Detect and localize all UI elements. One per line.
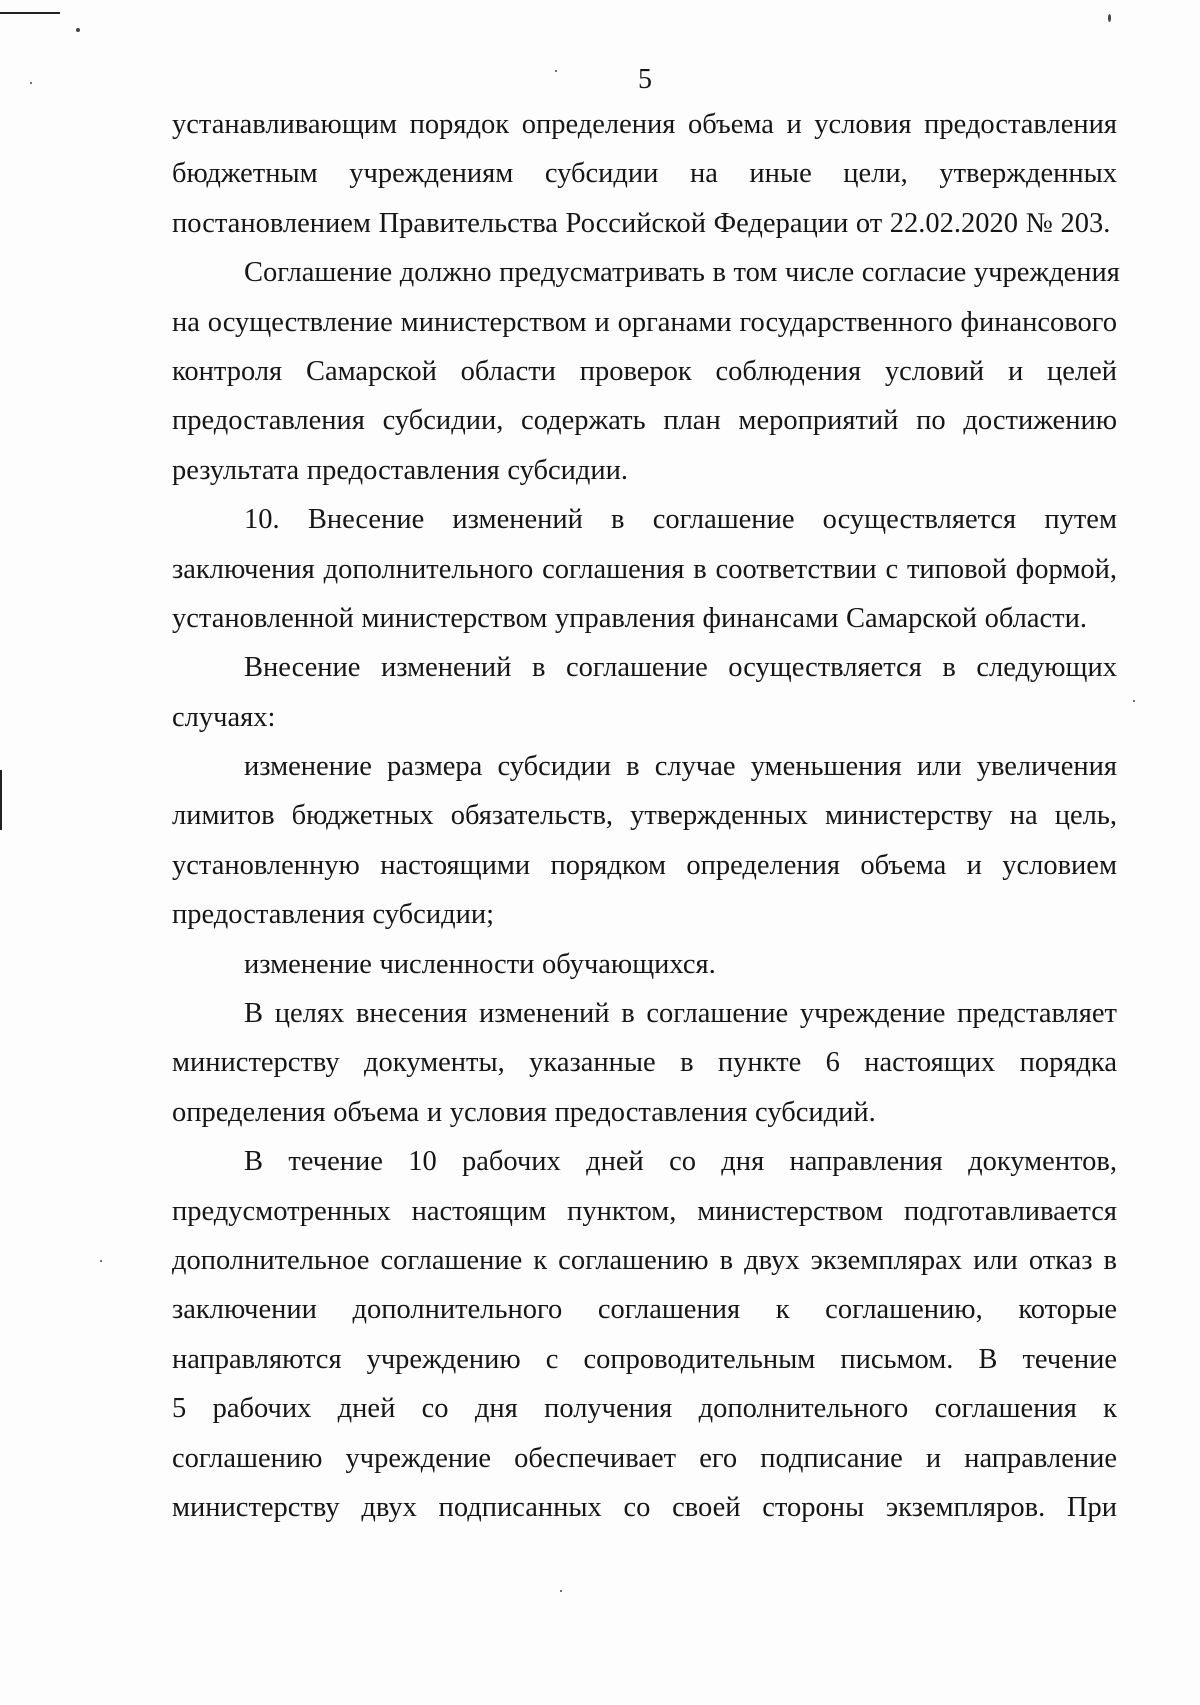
- scan-edge-mark: [0, 12, 60, 14]
- document-body: [172, 100, 1120, 1532]
- text-line: заключения дополнительного соглашения в соответствии с типовой формой,: [172, 553, 1117, 585]
- text-line: предоставления субсидии;: [172, 899, 495, 931]
- text-line: министерству документы, указанные в пункте 6 настоящих порядка: [172, 1047, 1117, 1079]
- text-line: дополнительное соглашение к соглашению в двух экземплярах или отказ в: [172, 1244, 1117, 1276]
- text-line: 5 рабочих дней со дня получения дополнительного соглашения к: [172, 1393, 1117, 1425]
- scan-speck: [1133, 700, 1135, 702]
- scan-speck: [100, 1260, 102, 1262]
- text-line: предусмотренных настоящим пунктом, министерством подготавливается: [172, 1195, 1117, 1227]
- text-line: на осуществление министерством и органами государственного финансового: [172, 306, 1117, 338]
- scan-speck: [560, 1590, 562, 1592]
- scan-speck: [555, 70, 557, 72]
- scan-speck: [1108, 14, 1111, 22]
- text-line: случаях:: [172, 701, 276, 733]
- text-line: Внесение изменений в соглашение осуществляется в следующих: [244, 652, 1117, 684]
- scan-edge-mark: [0, 770, 2, 830]
- scan-speck: [76, 28, 80, 32]
- text-line: направляются учреждению с сопроводительным письмом. В течение: [172, 1343, 1117, 1375]
- scan-speck: [30, 82, 32, 84]
- text-line: изменение размера субсидии в случае уменьшения или увеличения: [244, 751, 1117, 783]
- text-line: Соглашение должно предусматривать в том числе согласие учреждения: [244, 257, 1120, 289]
- text-line: бюджетным учреждениям субсидии на иные цели, утвержденных: [172, 158, 1117, 190]
- text-line: В целях внесения изменений в соглашение учреждение представляет: [244, 998, 1117, 1030]
- text-line: установленную настоящими порядком определения объема и условием: [172, 849, 1117, 881]
- text-line: постановлением Правительства Российской Федерации от 22.02.2020 № 203.: [172, 207, 1111, 239]
- text-line: предоставления субсидии, содержать план мероприятий по достижению: [172, 405, 1117, 437]
- text-line: результата предоставления субсидии.: [172, 454, 629, 486]
- text-line: изменение численности обучающихся.: [244, 948, 716, 980]
- text-line: заключении дополнительного соглашения к соглашению, которые: [172, 1294, 1117, 1326]
- text-line: устанавливающим порядок определения объема и условия предоставления: [172, 109, 1117, 140]
- text-line: контроля Самарской области проверок соблюдения условий и целей: [172, 355, 1117, 387]
- text-line: соглашению учреждение обеспечивает его подписание и направление: [172, 1442, 1117, 1474]
- text-line: лимитов бюджетных обязательств, утвержденных министерству на цель,: [172, 800, 1117, 832]
- text-line: 10. Внесение изменений в соглашение осуществляется путем: [244, 504, 1117, 536]
- text-line: В течение 10 рабочих дней со дня направления документов,: [244, 1146, 1117, 1178]
- text-line: определения объема и условия предоставления субсидий.: [172, 1096, 876, 1128]
- text-line: министерству двух подписанных со своей стороны экземпляров. При: [172, 1491, 1117, 1523]
- text-line: установленной министерством управления финансами Самарской области.: [172, 602, 1087, 634]
- page-number: 5: [638, 64, 652, 95]
